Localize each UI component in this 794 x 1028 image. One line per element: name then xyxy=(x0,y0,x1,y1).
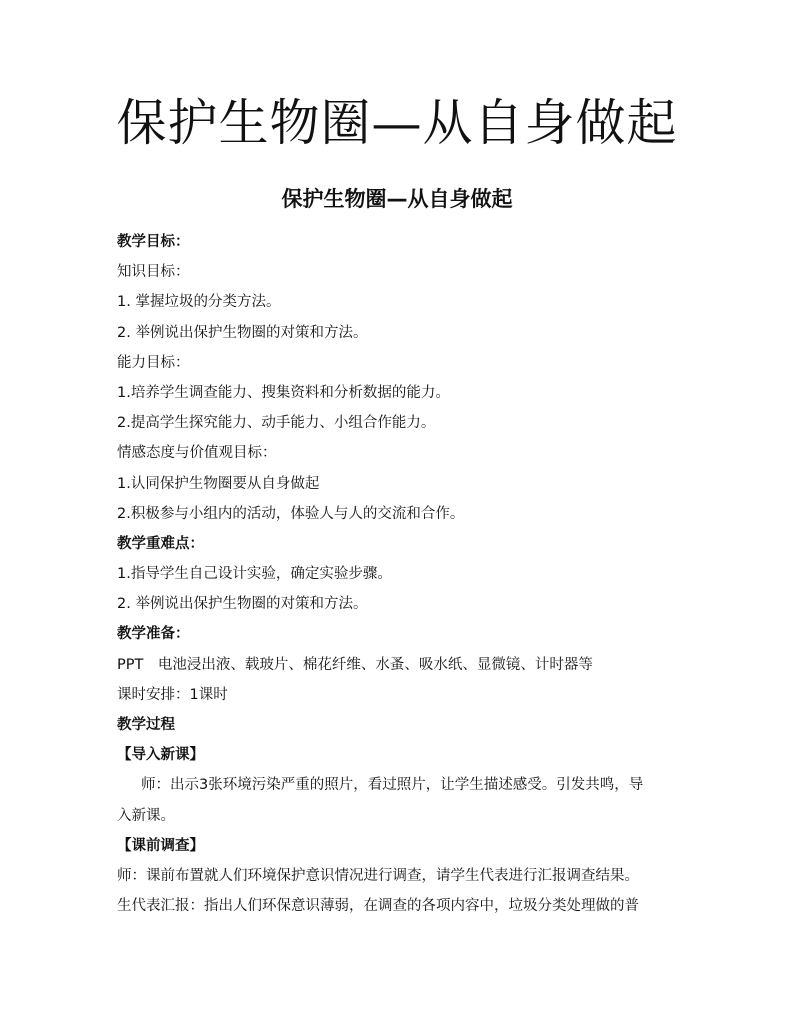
body-line: 情感态度与价值观目标： xyxy=(117,445,277,462)
body-line: 2.提高学生探究能力、动手能力、小组合作能力。 xyxy=(117,415,436,432)
body-line: 2. 举例说出保护生物圈的对策和方法。 xyxy=(117,324,368,341)
body-line: PPT 电池浸出液、载玻片、棉花纤维、水蚤、吸水纸、显微镜、计时器等 xyxy=(117,656,593,673)
subtitle: 保护生物圈—从自身做起 xyxy=(281,187,513,211)
section-heading: 【课前调查】 xyxy=(117,837,204,854)
main-title: 保护生物圈—从自身做起 xyxy=(116,94,678,152)
body-line: 师：课前布置就人们环境保护意识情况进行调查，请学生代表进行汇报调查结果。 xyxy=(117,867,639,884)
body-line: 师：出示3张环境污染严重的照片，看过照片，让学生描述感受。引发共鸣，导 xyxy=(141,777,644,794)
section-heading: 【导入新课】 xyxy=(117,747,204,764)
body-line: 2. 举例说出保护生物圈的对策和方法。 xyxy=(117,596,368,613)
section-heading: 教学重难点： xyxy=(117,535,204,552)
body-line: 知识目标： xyxy=(117,264,190,281)
body-line: 能力目标： xyxy=(117,354,190,371)
body-line: 1. 掌握垃圾的分类方法。 xyxy=(117,294,281,311)
body-line: 生代表汇报：指出人们环保意识薄弱，在调查的各项内容中，垃圾分类处理做的普 xyxy=(117,898,639,915)
body-line: 课时安排：1课时 xyxy=(117,686,228,703)
body-line: 2.积极参与小组内的活动，体验人与人的交流和合作。 xyxy=(117,505,465,522)
body-line: 1.培养学生调查能力、搜集资料和分析数据的能力。 xyxy=(117,384,450,401)
document-body xyxy=(117,227,687,921)
body-line: 入新课。 xyxy=(117,807,175,824)
section-heading: 教学目标： xyxy=(117,234,190,250)
body-line: 1.指导学生自己设计实验，确定实验步骤。 xyxy=(117,566,392,583)
body-line: 1.认同保护生物圈要从自身做起 xyxy=(117,475,320,492)
section-heading: 教学准备： xyxy=(117,626,190,643)
section-heading: 教学过程 xyxy=(117,717,175,733)
